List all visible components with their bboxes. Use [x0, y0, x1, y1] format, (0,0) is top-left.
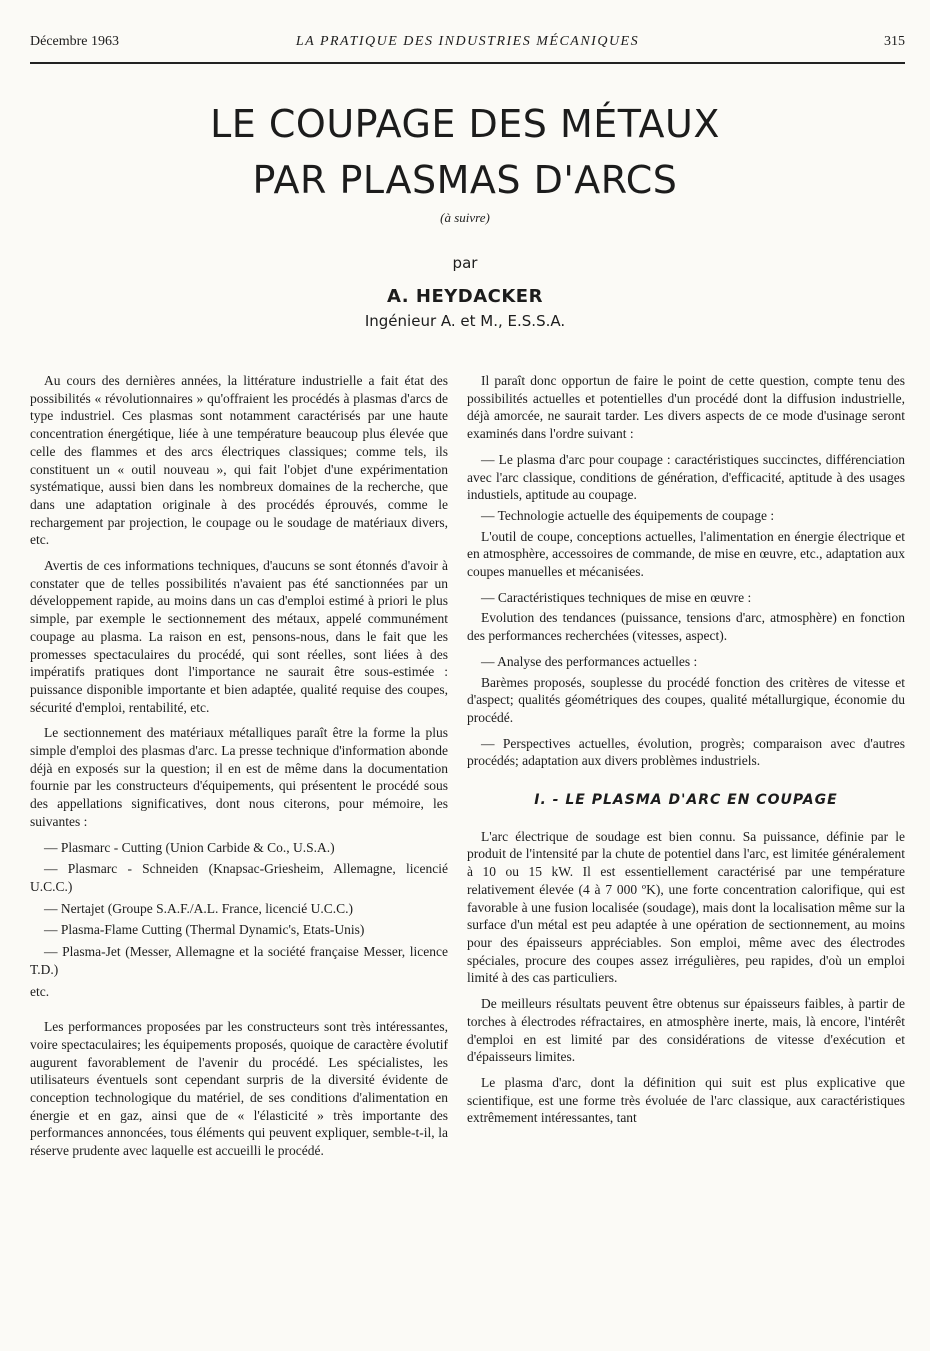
paragraph: — Perspectives actuelles, évolution, progrès; comparaison avec d'autres procédés; adaptation aux divers problèmes industriels.	[467, 735, 905, 769]
list-item: — Plasma-Jet (Messer, Allemagne et la société française Messer, licence T.D.)	[30, 944, 448, 977]
section-heading: I. - LE PLASMA D'ARC EN COUPAGE	[534, 792, 838, 809]
paragraph: Le sectionnement des matériaux métalliques paraît être la forme la plus simple d'emploi des plasmas d'arc. La presse technique d'information abonde déjà en exposés sur la question; il en est de même dans la documentation fournie par les constructeurs d'équipements, qui présentent le procédé sous des appellations significatives, dont nous citerons, pour mémoire, les suivantes :	[30, 725, 448, 829]
right-column	[467, 372, 905, 1135]
paragraph: — Caractéristiques techniques de mise en œuvre :	[481, 589, 752, 605]
paragraph: De meilleurs résultats peuvent être obtenus sur épaisseurs faibles, à partir de torches à électrodes réfractaires, en atmosphère inerte, mais, là encore, l'intérêt d'emploi en est limité par des considérations de vitesse d'exécution et d'épaisseurs limites.	[467, 996, 905, 1065]
continued-note: (à suivre)	[440, 210, 490, 225]
byline-par: par	[452, 254, 478, 272]
author-name: A. HEYDACKER	[387, 286, 543, 307]
list-item: — Plasmarc - Cutting (Union Carbide & Co., U.S.A.)	[44, 839, 335, 855]
paragraph: — Technologie actuelle des équipements de coupage :	[481, 507, 775, 523]
paragraph: L'outil de coupe, conceptions actuelles, l'alimentation en énergie électrique et en atmosphère, accessoires de commande, de mise en œuvre, etc., adaptation aux coupes manuelles et mécanisées.	[467, 528, 905, 580]
paragraph: — Le plasma d'arc pour coupage : caractéristiques succinctes, différenciation avec l'arc classique, conditions de génération, d'efficacité, aptitude à des usages industiels, aptitude au coupage.	[467, 451, 905, 503]
issue-date: Décembre 1963	[30, 34, 120, 49]
header-rule	[30, 62, 905, 64]
list-item: — Plasmarc - Schneiden (Knapsac-Griesheim, Allemagne, licencié U.C.C.)	[30, 861, 448, 894]
paragraph: Il paraît donc opportun de faire le point de cette question, compte tenu des possibilités actuelles et potentielles d'un procédé dont la diffusion industrielle, déjà amorcée, ne saurait tarder. Les divers aspects de ce mode d'usinage seront examinés dans l'ordre suivant :	[467, 373, 905, 442]
title-line-2: PAR PLASMAS D'ARCS	[252, 158, 678, 202]
title-line-1: LE COUPAGE DES MÉTAUX	[210, 102, 720, 146]
journal-title: LA PRATIQUE DES INDUSTRIES MÉCANIQUES	[295, 34, 640, 49]
paragraph: Barèmes proposés, souplesse du procédé fonction des critères de vitesse et d'aspect; qualités géométriques des coupes, qualité métallurgique, économie du procédé.	[467, 674, 905, 725]
paragraph: Avertis de ces informations techniques, d'aucuns se sont étonnés d'avoir à constater que de telles possibilités n'avaient pas été sanctionnées par un développement rapide, au moins dans un cas d'emploi estimé à priori le plus simple, par exemple le sectionnement des métaux, appelé communément coupage au plasma. La raison en est, pensons-nous, dans le fait que les promesses spectaculaires du procédé, qui sont réelles, sont liées à des impératifs pratiques dont l'importance ne saurait être sous-estimée : puissance disponible importante et bien adaptée, qualité requise des coupes, sécurité d'emploi, rentabilité, etc.	[30, 558, 448, 715]
paragraph: Les performances proposées par les constructeurs sont très intéressantes, voire spectaculaires; les équipements proposés, quoique de caractère évolutif augurent favorablement de l'avenir du procédé. Les spécialistes, les utilisateurs éventuels sont cependant surpris de la diversité évidente de conception technologique du matériel, de ses conditions d'alimentation en énergie et en gaz, ainsi que de « l'élasticité » très importante des performances annoncées, tous éléments qui peuvent expliquer, semble-t-il, la réserve prudente avec laquelle est accueilli le procédé.	[30, 1019, 448, 1159]
paragraph: L'arc électrique de soudage est bien connu. Sa puissance, définie par le produit de l'intensité par la chute de potentiel dans l'arc, est limitée généralement à 10 ou 15 kW. Il est essentiellement caractérisé par une température relativement élevée (4 à 7 000 ºK), une forte concentration calorifique, qui est favorable à une fusion localisée (soudage), mais dont la localisation même sur la surface d'un métal est peu adaptée à une opération de sectionnement, au moins pour des épaisseurs appréciables. Son emploi, même avec des électrodes spéciales, procure des coupes assez irrégulières, peu rapides, d'où un emploi limité à des cas particuliers.	[467, 828, 905, 986]
list-etc: etc.	[30, 983, 50, 999]
list-item: — Plasma-Flame Cutting (Thermal Dynamic's, Etats-Unis)	[44, 922, 365, 938]
paragraph: Au cours des dernières années, la littérature industrielle a fait état des possibilités « révolutionnaires » qu'offraient les procédés à plasmas d'arcs de type industriel. Ces plasmas sont notamment caractérisés par une haute concentration énergétique, liée à une température beaucoup plus élevée que celle des flammes et des arcs électriques classiques; comme tels, ils constituent un « outil nouveau », qui fait l'objet d'une expérimentation systématique, aussi bien dans les nombreux domaines de la recherche, que dans une adaptation originale à des procédés éprouvés, comme le rechargement par projection, le coupage ou le soudage de matériaux divers, etc.	[30, 373, 448, 548]
paragraph: — Analyse des performances actuelles :	[481, 653, 698, 669]
page-number: 315	[884, 34, 905, 49]
left-column	[30, 372, 448, 1168]
paragraph: Evolution des tendances (puissance, tensions d'arc, atmosphère) en fonction des performances recherchées (vitesses, aspect).	[467, 610, 905, 644]
author-affiliation: Ingénieur A. et M., E.S.S.A.	[364, 312, 566, 330]
list-item: — Nertajet (Groupe S.A.F./A.L. France, licencié U.C.C.)	[44, 900, 353, 916]
article-title	[0, 96, 930, 208]
paragraph: Le plasma d'arc, dont la définition qui suit est plus explicative que scientifique, est une forme très évoluée de l'arc classique, aux caractéristiques extrêmement intéressantes, tant	[467, 1074, 905, 1126]
running-header	[30, 34, 905, 56]
